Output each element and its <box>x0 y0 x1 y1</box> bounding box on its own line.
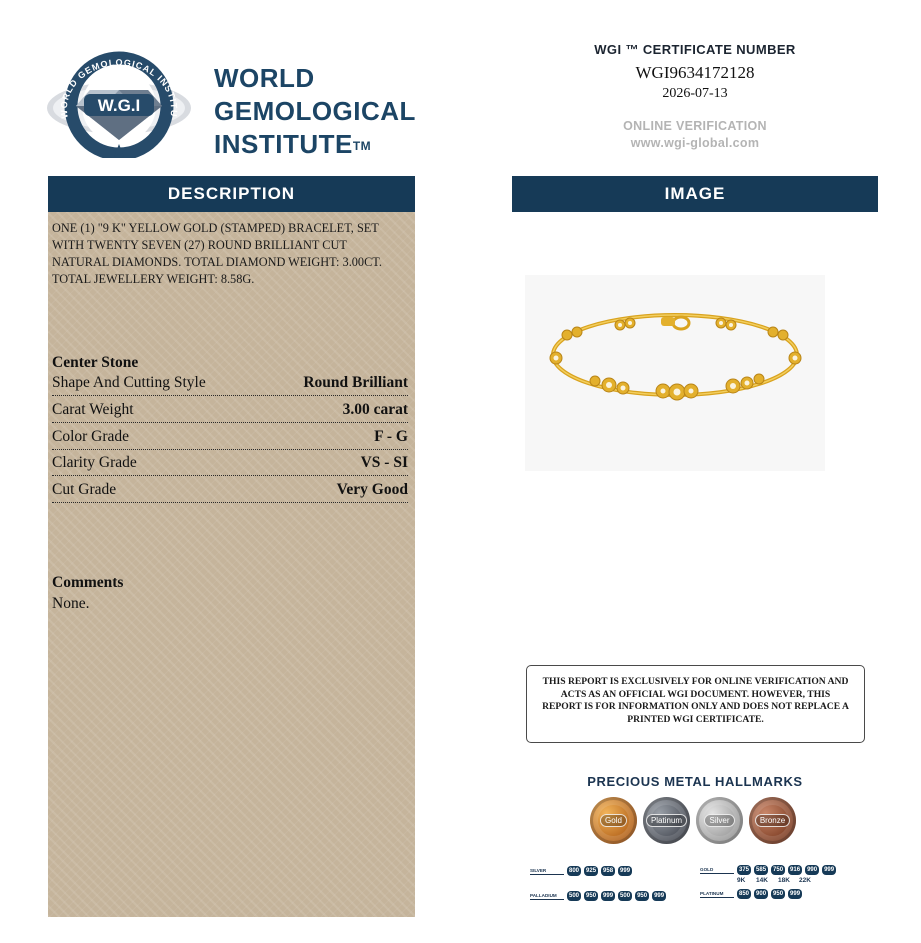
certificate-number: WGI9634172128 <box>635 63 755 82</box>
platinum-label: PLATINUM <box>700 891 734 898</box>
comments-text: None. <box>52 595 90 612</box>
platinum-coin-icon: Platinum <box>643 797 690 844</box>
certificate-date: 2026-07-13 <box>662 86 728 101</box>
karat-9k: 9K <box>737 877 746 884</box>
karat-22k: 22K <box>799 877 811 884</box>
description-header: DESCRIPTION <box>48 176 415 212</box>
spec-row <box>52 450 408 477</box>
certificate-label: WGI ™ CERTIFICATE NUMBER <box>594 42 796 57</box>
certificate-header <box>512 42 878 152</box>
item-description: ONE (1) "9 K" YELLOW GOLD (STAMPED) BRACELET, SET WITH TWENTY SEVEN (27) ROUND BRILLIANT CUT NATURAL DIAMONDS. TOTAL DIAMOND WEIGHT: 3.00CT. TOTAL JEWELLERY WEIGHT: 8.58G. <box>52 221 382 286</box>
spec-label: Color Grade <box>52 427 130 445</box>
online-verification-label: ONLINE VERIFICATION <box>623 119 767 133</box>
hallmark-stamp: 916 <box>790 867 801 873</box>
online-verification <box>512 118 878 152</box>
hallmarks-title: PRECIOUS METAL HALLMARKS <box>587 774 803 789</box>
spec-value: F - G <box>374 427 408 445</box>
spec-row <box>52 423 408 450</box>
spec-table <box>52 372 408 503</box>
hallmark-stamp: 999 <box>620 868 631 874</box>
hallmark-stamp: 900 <box>756 891 767 897</box>
logo-ring-text: WORLD GEMOLOGICAL INSTITU <box>58 57 180 119</box>
hallmark-stamp: 750 <box>773 867 784 873</box>
trademark-sup: TM <box>352 139 372 153</box>
logo-line-1: WORLD <box>214 63 315 93</box>
bracelet-photo <box>525 275 825 471</box>
bronze-coin-icon: Bronze <box>749 797 796 844</box>
logo-badge-text: W.G.I <box>97 96 141 115</box>
hallmark-stamp: 950 <box>586 893 597 899</box>
gold-coin-icon: Gold <box>590 797 637 844</box>
karat-18k: 18K <box>778 877 790 884</box>
palladium-label: PALLADIUM <box>530 893 564 900</box>
metal-coins <box>590 797 800 853</box>
logo-line-2: GEMOLOGICAL <box>214 96 416 126</box>
hallmark-stamp: 999 <box>790 891 801 897</box>
hallmark-stamp: 950 <box>637 893 648 899</box>
palladium-hallmarks <box>530 891 666 901</box>
disclaimer-box: THIS REPORT IS EXCLUSIVELY FOR ONLINE VERIFICATION AND ACTS AS AN OFFICIAL WGI DOCUMENT. HOWEVER, THIS REPORT IS FOR INFORMATION ONLY AND DOES NOT REPLACE A PRINTED WGI CERTIFICATE. <box>526 665 865 743</box>
hallmark-stamp: 999 <box>824 867 835 873</box>
spec-row <box>52 476 408 503</box>
hallmark-stamp: 850 <box>739 891 750 897</box>
silver-hallmarks <box>530 866 632 876</box>
hallmark-stamp: 800 <box>569 868 580 874</box>
spec-label: Clarity Grade <box>52 454 137 472</box>
logo-wordmark <box>214 62 416 161</box>
hallmark-stamp: 958 <box>603 868 614 874</box>
silver-coin-icon: Silver <box>696 797 743 844</box>
center-stone-title: Center Stone <box>52 354 139 371</box>
silver-label: SILVER <box>530 868 564 875</box>
gold-hallmarks <box>700 865 836 875</box>
spec-value: Round Brilliant <box>303 374 408 391</box>
spec-label: Cut Grade <box>52 481 117 499</box>
comments-title: Comments <box>52 574 124 591</box>
gold-label: GOLD <box>700 867 734 874</box>
hallmark-stamp: 500 <box>620 893 631 899</box>
spec-label: Carat Weight <box>52 400 134 418</box>
logo-line-3: INSTITUTE™ <box>214 129 372 159</box>
spec-row <box>52 396 408 423</box>
description-panel <box>48 212 415 917</box>
wgi-logo <box>44 48 194 158</box>
image-header: IMAGE <box>512 176 878 212</box>
spec-value: Very Good <box>336 481 408 499</box>
hallmark-stamp: 950 <box>773 891 784 897</box>
hallmark-stamp: 925 <box>586 868 597 874</box>
spec-value: VS - SI <box>360 454 408 472</box>
hallmark-stamp: 999 <box>654 893 665 899</box>
hallmark-stamp: 990 <box>807 867 818 873</box>
hallmark-stamp: 375 <box>739 867 750 873</box>
platinum-hallmarks <box>700 889 802 899</box>
hallmark-stamp: 999 <box>603 893 614 899</box>
hallmark-stamp: 585 <box>756 867 767 873</box>
spec-label: Shape And Cutting Style <box>52 374 206 391</box>
hallmark-stamp: 500 <box>569 893 580 899</box>
online-verification-url[interactable]: www.wgi-global.com <box>630 136 760 150</box>
spec-row <box>52 372 408 396</box>
spec-value: 3.00 carat <box>342 400 408 418</box>
karat-14k: 14K <box>756 877 768 884</box>
